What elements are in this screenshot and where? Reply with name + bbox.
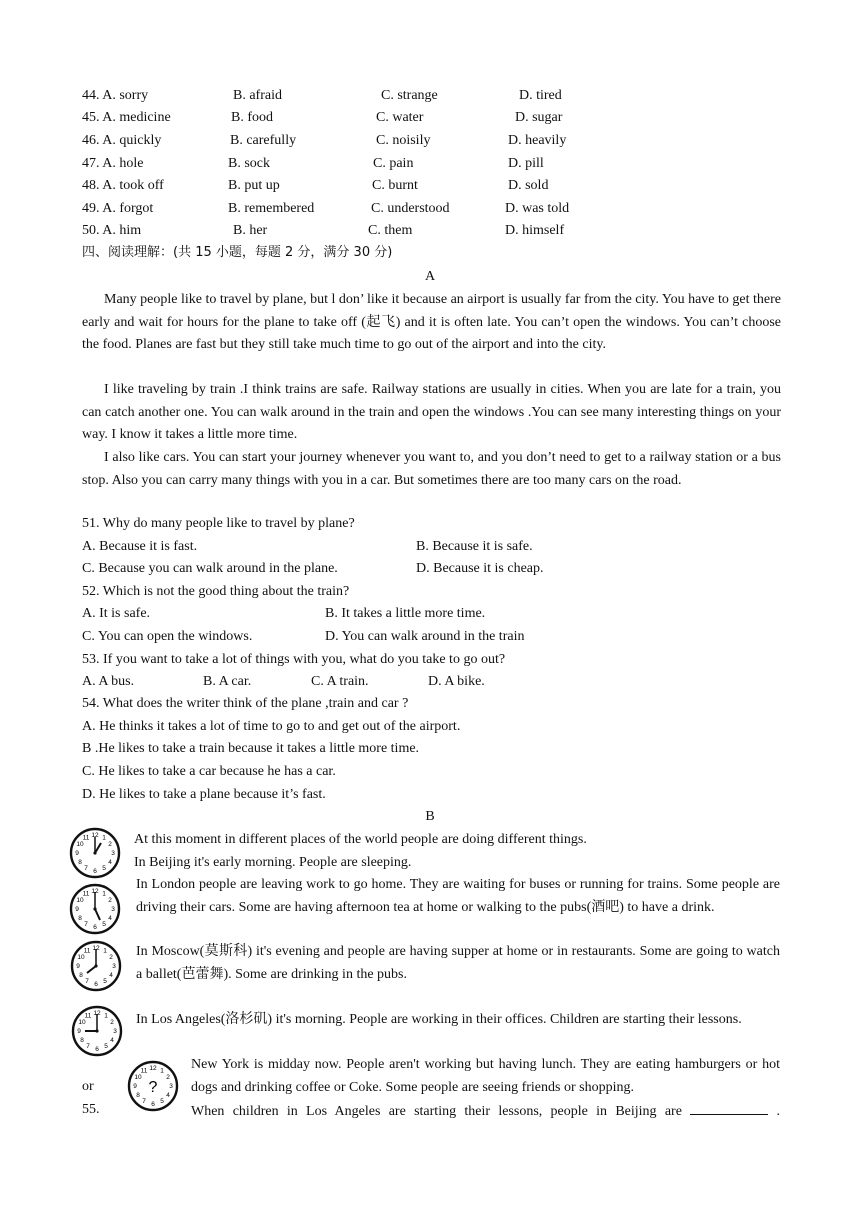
option-b: B. put up: [228, 178, 280, 193]
question-52-option-b: B. It takes a little more time.: [325, 606, 486, 621]
svg-text:4: 4: [108, 915, 112, 922]
svg-text:5: 5: [102, 865, 106, 872]
question-53-option-b: B. A car.: [203, 674, 252, 689]
passage-a-paragraph-1: Many people like to travel by plane, but l don’ like it because an airport is usually far from the city. You have to get there early and wait for hours for the plane to take off (起飞) and it is often late. You can’t open the windows. You can’t choose the food. Planes are fast but they still take much time to go out of the airport and into the city.: [82, 292, 781, 353]
passage-b-intro: At this moment in different places of the world people are doing different things.: [134, 832, 587, 847]
clock-beijing-icon: [69, 827, 121, 879]
option-b: B. sock: [228, 156, 270, 171]
passage-b-london: In London people are leaving work to go home. They are waiting for buses or running for trains. Some people are driving their cars. Some are having afternoon tea at home or walking to the pubs(酒吧) to have a drink.: [136, 877, 780, 915]
svg-text:3: 3: [112, 963, 116, 970]
svg-text:9: 9: [133, 1083, 137, 1090]
svg-text:5: 5: [103, 978, 107, 985]
svg-text:11: 11: [83, 947, 91, 955]
svg-text:7: 7: [85, 978, 89, 985]
svg-text:11: 11: [82, 890, 90, 898]
svg-text:5: 5: [160, 1098, 164, 1105]
svg-text:1: 1: [104, 1012, 108, 1020]
option-d: D. pill: [508, 156, 544, 171]
question-53-stem: 53. If you want to take a lot of things with you, what do you take to go out?: [82, 652, 506, 667]
svg-text:12: 12: [93, 1010, 101, 1017]
svg-text:3: 3: [169, 1083, 173, 1090]
option-a: 49. A. forgot: [82, 201, 154, 216]
option-row-44: [82, 86, 782, 106]
question-51-option-a: A. Because it is fast.: [82, 539, 198, 554]
svg-text:6: 6: [94, 981, 98, 988]
clock-london-icon: [69, 883, 121, 935]
option-b: B. food: [231, 110, 273, 125]
option-d: D. tired: [519, 88, 562, 103]
svg-text:2: 2: [108, 897, 112, 904]
option-row-50: [82, 221, 782, 241]
option-a: 50. A. him: [82, 223, 142, 238]
question-54-option-d: D. He likes to take a plane because it’s fast.: [82, 787, 326, 802]
svg-text:10: 10: [76, 897, 84, 904]
option-row-49: [82, 199, 782, 219]
question-55-number: 55.: [82, 1102, 100, 1117]
option-c: C. noisily: [376, 133, 431, 148]
svg-text:10: 10: [78, 1019, 86, 1026]
svg-text:4: 4: [109, 972, 113, 979]
passage-a-paragraph-3: I also like cars. You can start your journey whenever you want to, and you don’t need to get to a railway station or a bus stop. Also you can carry many things with you in a car. But sometimes there are too many cars on the road.: [82, 450, 781, 488]
svg-text:7: 7: [142, 1098, 146, 1105]
option-b: B. carefully: [230, 133, 297, 148]
question-51-option-b: B. Because it is safe.: [416, 539, 533, 554]
svg-text:6: 6: [151, 1101, 155, 1108]
option-d: D. heavily: [508, 133, 567, 148]
svg-text:2: 2: [166, 1074, 170, 1081]
svg-text:11: 11: [140, 1067, 148, 1075]
svg-text:8: 8: [78, 859, 82, 866]
question-54-option-a: A. He thinks it takes a lot of time to go to and get out of the airport.: [82, 719, 461, 734]
option-row-45: [82, 108, 782, 128]
svg-text:11: 11: [82, 834, 90, 842]
passage-b-moscow: In Moscow(莫斯科) it's evening and people are having supper at home or in restaurants. Some are going to watch a ballet(芭蕾舞). Some are drinking in the pubs.: [136, 944, 780, 982]
question-54-option-c: C. He likes to take a car because he has a car.: [82, 764, 336, 779]
svg-text:1: 1: [103, 947, 107, 955]
svg-text:7: 7: [84, 921, 88, 928]
svg-text:2: 2: [110, 1019, 114, 1026]
svg-text:7: 7: [86, 1043, 90, 1050]
svg-text:8: 8: [136, 1092, 140, 1099]
question-54-option-b: B .He likes to take a train because it takes a little more time.: [82, 741, 420, 756]
passage-a-label: A: [424, 269, 436, 284]
option-row-46: [82, 131, 782, 151]
option-a: 47. A. hole: [82, 156, 144, 171]
passage-a-paragraph-2: I like traveling by train .I think trains are safe. Railway stations are usually in cities. When you are late for a train, you can catch another one. You can walk around in the train and open the windows .You can see many interesting things on your way. I know it takes a little more time.: [82, 382, 781, 443]
clock-los-angeles-icon: [71, 1005, 123, 1057]
svg-text:1: 1: [102, 834, 106, 842]
svg-text:10: 10: [134, 1074, 142, 1081]
option-d: D. was told: [505, 201, 570, 216]
option-b: B. her: [233, 223, 268, 238]
svg-text:12: 12: [149, 1065, 157, 1072]
svg-text:11: 11: [84, 1012, 92, 1020]
option-d: D. sold: [508, 178, 549, 193]
option-c: C. them: [368, 223, 413, 238]
question-53-option-d: D. A bike.: [428, 674, 485, 689]
question-55-text: When children in Los Angeles are starting their lessons, people in Beijing are: [191, 1104, 682, 1119]
svg-text:4: 4: [108, 859, 112, 866]
section-heading: 四、阅读理解：(共 15 小题，每题 2 分，满分 30 分): [82, 245, 393, 260]
svg-text:8: 8: [78, 915, 82, 922]
svg-text:5: 5: [104, 1043, 108, 1050]
passage-b-or: or: [82, 1079, 94, 1094]
question-55-stem: [191, 1100, 780, 1122]
option-a: 46. A. quickly: [82, 133, 162, 148]
svg-text:6: 6: [95, 1046, 99, 1053]
svg-text:9: 9: [75, 850, 79, 857]
clock-new-york-icon: [127, 1060, 179, 1112]
question-53-option-a: A. A bus.: [82, 674, 135, 689]
option-b: B. remembered: [228, 201, 315, 216]
svg-text:6: 6: [93, 868, 97, 875]
svg-text:12: 12: [91, 832, 99, 839]
answer-blank[interactable]: [690, 1100, 768, 1115]
question-52-stem: 52. Which is not the good thing about the train?: [82, 584, 350, 599]
option-row-48: [82, 176, 782, 196]
option-c: C. burnt: [372, 178, 418, 193]
question-55-end: .: [776, 1104, 781, 1119]
svg-text:9: 9: [77, 1028, 81, 1035]
option-row-47: [82, 154, 782, 174]
option-c: C. strange: [381, 88, 438, 103]
svg-text:2: 2: [108, 841, 112, 848]
svg-text:8: 8: [80, 1037, 84, 1044]
svg-text:3: 3: [111, 906, 115, 913]
svg-text:7: 7: [84, 865, 88, 872]
passage-b-beijing: In Beijing it's early morning. People are sleeping.: [134, 855, 412, 870]
svg-text:1: 1: [102, 890, 106, 898]
option-a: 45. A. medicine: [82, 110, 171, 125]
option-d: D. sugar: [515, 110, 563, 125]
svg-text:?: ?: [148, 1079, 158, 1096]
svg-text:6: 6: [93, 924, 97, 931]
question-52-option-c: C. You can open the windows.: [82, 629, 253, 644]
svg-text:12: 12: [92, 945, 100, 952]
svg-text:8: 8: [79, 972, 83, 979]
question-51-option-c: C. Because you can walk around in the plane.: [82, 561, 338, 576]
svg-text:1: 1: [160, 1067, 164, 1075]
svg-text:10: 10: [76, 841, 84, 848]
question-52-option-a: A. It is safe.: [82, 606, 151, 621]
question-51-stem: 51. Why do many people like to travel by plane?: [82, 516, 355, 531]
option-b: B. afraid: [233, 88, 282, 103]
svg-text:2: 2: [109, 954, 113, 961]
svg-text:3: 3: [113, 1028, 117, 1035]
svg-text:12: 12: [91, 888, 99, 895]
option-c: C. pain: [373, 156, 414, 171]
option-c: C. understood: [371, 201, 450, 216]
option-c: C. water: [376, 110, 424, 125]
svg-text:10: 10: [77, 954, 85, 961]
question-53-option-c: C. A train.: [311, 674, 369, 689]
passage-b-los-angeles: In Los Angeles(洛杉矶) it's morning. People are working in their offices. Children are starting their lessons.: [136, 1012, 742, 1027]
option-a: 48. A. took off: [82, 178, 164, 193]
svg-text:9: 9: [76, 963, 80, 970]
question-52-option-d: D. You can walk around in the train: [325, 629, 525, 644]
question-54-stem: 54. What does the writer think of the plane ,train and car ?: [82, 696, 409, 711]
clock-moscow-icon: [70, 940, 122, 992]
passage-b-label: B: [425, 809, 435, 824]
option-a: 44. A. sorry: [82, 88, 149, 103]
svg-text:5: 5: [102, 921, 106, 928]
svg-text:3: 3: [111, 850, 115, 857]
svg-text:4: 4: [166, 1092, 170, 1099]
passage-b-new-york: New York is midday now. People aren't working but having lunch. They are eating hamburgers or hot dogs and drinking coffee or Coke. Some people are seeing friends or shopping.: [191, 1057, 780, 1095]
question-51-option-d: D. Because it is cheap.: [416, 561, 544, 576]
option-d: D. himself: [505, 223, 565, 238]
svg-text:4: 4: [110, 1037, 114, 1044]
svg-text:9: 9: [75, 906, 79, 913]
